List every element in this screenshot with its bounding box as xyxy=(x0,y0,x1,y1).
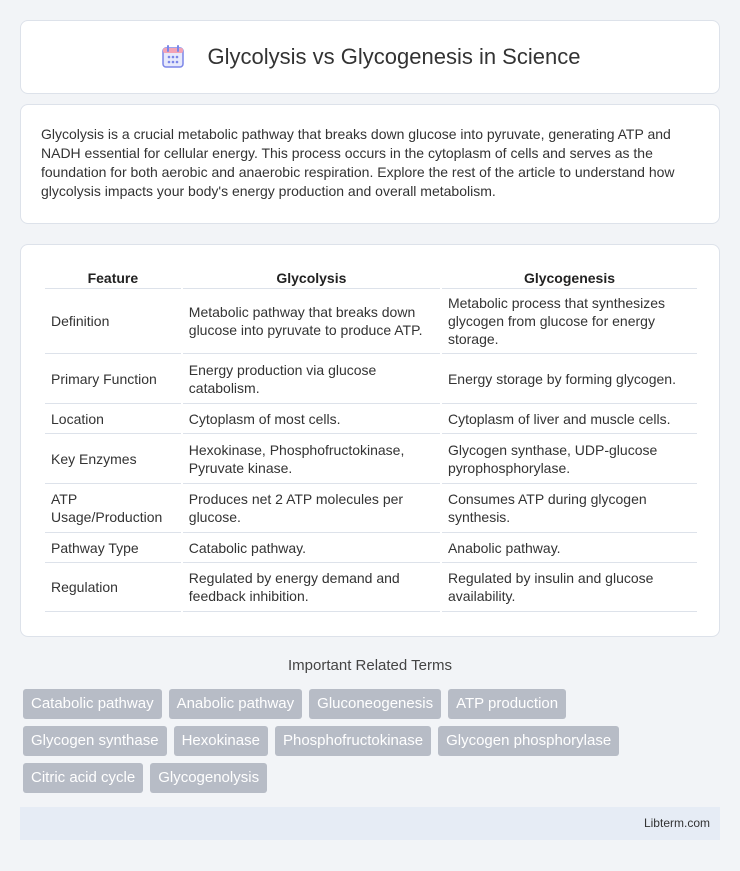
header-glycolysis: Glycolysis xyxy=(183,265,440,289)
term-row xyxy=(23,689,723,719)
table-row xyxy=(45,354,697,404)
term-tag[interactable]: Glycogen phosphorylase xyxy=(438,726,619,756)
intro-card xyxy=(20,104,720,224)
term-row xyxy=(23,726,723,756)
table-header-row xyxy=(45,265,697,289)
feature-cell: Definition xyxy=(45,289,181,354)
glycogenesis-cell: Anabolic pathway. xyxy=(442,533,697,563)
feature-cell: Location xyxy=(45,404,181,434)
glycolysis-cell: Energy production via glucose catabolism. xyxy=(183,354,440,404)
glycogenesis-cell: Metabolic process that synthesizes glycogen from glucose for energy storage. xyxy=(442,289,697,354)
glycogenesis-cell: Consumes ATP during glycogen synthesis. xyxy=(442,484,697,533)
feature-cell: ATP Usage/Production xyxy=(45,484,181,533)
table-row xyxy=(45,289,697,354)
footer xyxy=(20,807,720,840)
glycolysis-cell: Cytoplasm of most cells. xyxy=(183,404,440,434)
glycolysis-cell: Metabolic pathway that breaks down glucose into pyruvate to produce ATP. xyxy=(183,289,440,354)
glycogenesis-cell: Glycogen synthase, UDP-glucose pyrophosphorylase. xyxy=(442,434,697,484)
term-tag[interactable]: Anabolic pathway xyxy=(169,689,303,719)
term-tag[interactable]: Gluconeogenesis xyxy=(309,689,441,719)
glycolysis-cell: Hexokinase, Phosphofructokinase, Pyruvate kinase. xyxy=(183,434,440,484)
intro-paragraph: Glycolysis is a crucial metabolic pathway that breaks down glucose into pyruvate, generating ATP and NADH essential for cellular energy. This process occurs in the cytoplasm of cells and serves as the foundation for both aerobic and anaerobic respiration. Explore the rest of the article to understand how glycolysis impacts your body's energy production and overall metabolism. xyxy=(41,126,675,199)
term-tag[interactable]: Catabolic pathway xyxy=(23,689,162,719)
glycolysis-cell: Produces net 2 ATP molecules per glucose. xyxy=(183,484,440,533)
feature-cell: Key Enzymes xyxy=(45,434,181,484)
header-feature: Feature xyxy=(45,265,181,289)
term-tag[interactable]: Glycogen synthase xyxy=(23,726,167,756)
header-card xyxy=(20,20,720,94)
table-row xyxy=(45,404,697,434)
calendar-icon xyxy=(160,44,186,70)
header-glycogenesis: Glycogenesis xyxy=(442,265,697,289)
term-row xyxy=(23,763,723,793)
comparison-table-card xyxy=(20,244,720,637)
table-row xyxy=(45,484,697,533)
page-title: Glycolysis vs Glycogenesis in Science xyxy=(207,44,581,69)
glycogenesis-cell: Regulated by insulin and glucose availability. xyxy=(442,563,697,612)
related-terms xyxy=(23,689,723,800)
related-terms-heading: Important Related Terms xyxy=(288,657,452,674)
table-row xyxy=(45,533,697,563)
comparison-table xyxy=(43,265,699,612)
footer-site-link[interactable]: Libterm.com xyxy=(643,816,710,830)
term-tag[interactable]: ATP production xyxy=(448,689,566,719)
feature-cell: Pathway Type xyxy=(45,533,181,563)
feature-cell: Primary Function xyxy=(45,354,181,404)
glycogenesis-cell: Energy storage by forming glycogen. xyxy=(442,354,697,404)
glycolysis-cell: Regulated by energy demand and feedback inhibition. xyxy=(183,563,440,612)
term-tag[interactable]: Glycogenolysis xyxy=(150,763,267,793)
glycolysis-cell: Catabolic pathway. xyxy=(183,533,440,563)
term-tag[interactable]: Citric acid cycle xyxy=(23,763,143,793)
term-tag[interactable]: Phosphofructokinase xyxy=(275,726,431,756)
glycogenesis-cell: Cytoplasm of liver and muscle cells. xyxy=(442,404,697,434)
feature-cell: Regulation xyxy=(45,563,181,612)
table-row xyxy=(45,434,697,484)
table-row xyxy=(45,563,697,612)
term-tag[interactable]: Hexokinase xyxy=(174,726,268,756)
